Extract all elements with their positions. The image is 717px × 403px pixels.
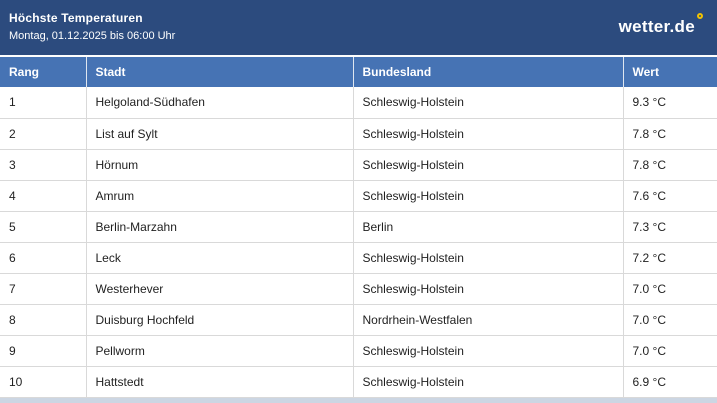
cell-wert: 7.6 °C [623, 180, 717, 211]
cell-bundesland: Schleswig-Holstein [353, 335, 623, 366]
cell-wert: 6.9 °C [623, 366, 717, 397]
cell-bundesland: Schleswig-Holstein [353, 273, 623, 304]
cell-wert: 7.0 °C [623, 273, 717, 304]
cell-rang: 6 [0, 242, 86, 273]
cell-stadt: Berlin-Marzahn [86, 211, 353, 242]
table-header-row [0, 57, 717, 87]
cell-stadt: Leck [86, 242, 353, 273]
cell-bundesland: Schleswig-Holstein [353, 118, 623, 149]
table-row [0, 180, 717, 211]
cell-rang: 8 [0, 304, 86, 335]
cell-wert: 7.0 °C [623, 335, 717, 366]
cell-rang: 5 [0, 211, 86, 242]
cell-rang: 4 [0, 180, 86, 211]
cell-wert: 7.0 °C [623, 304, 717, 335]
cell-stadt: Amrum [86, 180, 353, 211]
cell-wert: 7.8 °C [623, 118, 717, 149]
column-header-bundesland: Bundesland [353, 57, 623, 87]
table-row [0, 304, 717, 335]
cell-rang: 2 [0, 118, 86, 149]
table-row [0, 366, 717, 397]
cell-rang: 10 [0, 366, 86, 397]
table-row [0, 87, 717, 118]
cell-bundesland: Schleswig-Holstein [353, 366, 623, 397]
cell-wert: 9.3 °C [623, 87, 717, 118]
temperature-table [0, 57, 717, 398]
cell-bundesland: Schleswig-Holstein [353, 180, 623, 211]
cell-wert: 7.8 °C [623, 149, 717, 180]
cell-stadt: Pellworm [86, 335, 353, 366]
page-subtitle: Montag, 01.12.2025 bis 06:00 Uhr [9, 30, 176, 42]
degree-circle-icon [697, 13, 703, 19]
cell-rang: 3 [0, 149, 86, 180]
cell-stadt: Duisburg Hochfeld [86, 304, 353, 335]
column-header-rang: Rang [0, 57, 86, 87]
cell-bundesland: Nordrhein-Westfalen [353, 304, 623, 335]
cell-rang: 7 [0, 273, 86, 304]
cell-stadt: Westerhever [86, 273, 353, 304]
cell-wert: 7.2 °C [623, 242, 717, 273]
cell-stadt: Hörnum [86, 149, 353, 180]
table-row [0, 149, 717, 180]
cell-rang: 1 [0, 87, 86, 118]
page-title: Höchste Temperaturen [9, 11, 143, 25]
cell-stadt: List auf Sylt [86, 118, 353, 149]
cell-bundesland: Schleswig-Holstein [353, 149, 623, 180]
cell-stadt: Hattstedt [86, 366, 353, 397]
column-header-wert: Wert [623, 57, 717, 87]
table-row [0, 335, 717, 366]
banner-text-block [9, 11, 175, 42]
logo-text: wetter.de [618, 17, 695, 36]
table-row [0, 118, 717, 149]
column-header-stadt: Stadt [86, 57, 353, 87]
top-banner [0, 0, 717, 57]
cell-bundesland: Schleswig-Holstein [353, 242, 623, 273]
table-row [0, 211, 717, 242]
cell-stadt: Helgoland-Südhafen [86, 87, 353, 118]
table-row [0, 273, 717, 304]
bottom-strip [0, 398, 717, 403]
cell-bundesland: Schleswig-Holstein [353, 87, 623, 118]
cell-rang: 9 [0, 335, 86, 366]
cell-wert: 7.3 °C [623, 211, 717, 242]
wetter-de-logo [619, 17, 703, 37]
cell-bundesland: Berlin [353, 211, 623, 242]
table-row [0, 242, 717, 273]
